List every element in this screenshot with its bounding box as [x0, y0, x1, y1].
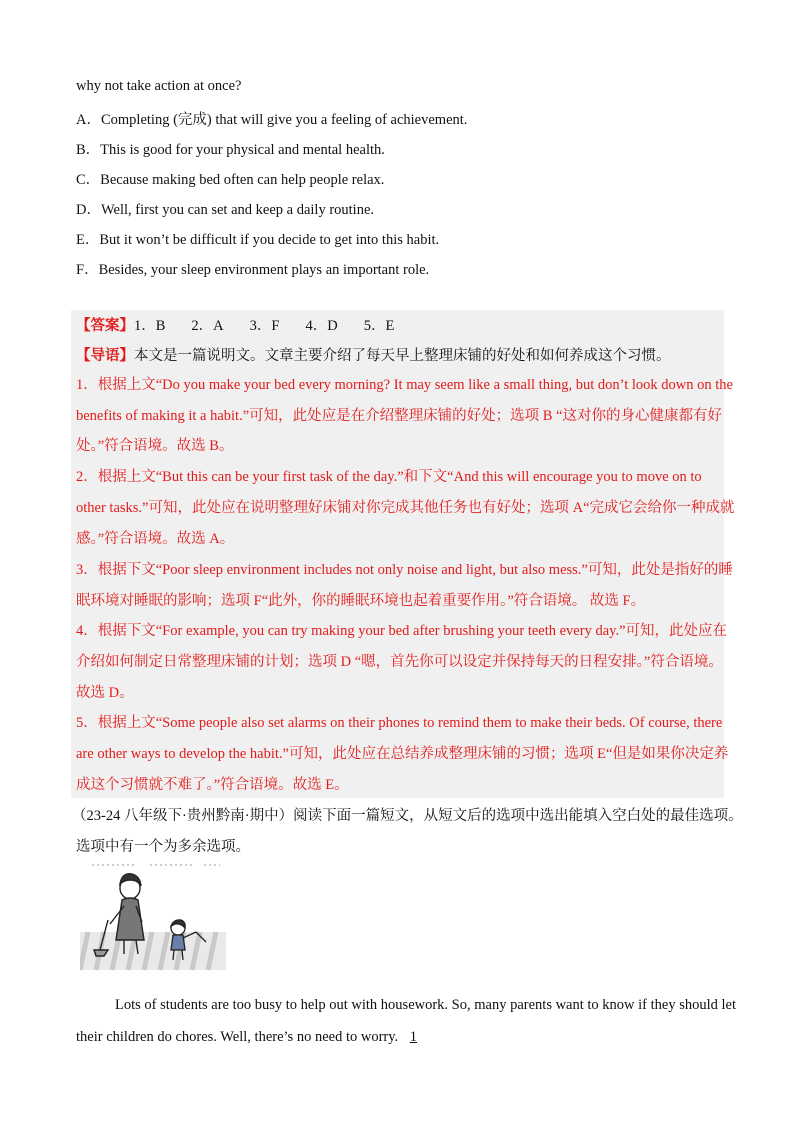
answer-item: 4．D — [305, 318, 338, 334]
explanation-line: 感。”符合语境。故选 A。 — [76, 531, 235, 547]
mother-and-child-sweeping-icon — [80, 862, 226, 972]
option-letter: C． — [76, 172, 101, 188]
answer-item: 1．B — [134, 318, 166, 334]
explanation-line: 4．根据下文“For example, you can try making your bed after brushing your teeth every day.”可知，此处应在 — [76, 623, 727, 639]
option-text: Well, first you can set and keep a daily routine. — [100, 202, 375, 218]
answer-header — [76, 314, 420, 335]
explanation-line: 5．根据上文“Some people also set alarms on their phones to remind them to make their beds. Of course, there — [76, 715, 723, 731]
option-letter: F． — [76, 262, 99, 278]
explanation-line: 介绍如何制定日常整理床铺的计划；选项 D “嗯，首先你可以设定并保持每天的日程安排。”符合语境。 — [76, 654, 723, 670]
blank-1: 1 — [409, 1029, 418, 1045]
option-letter: D． — [76, 202, 101, 218]
explanation-line: 2．根据上文“But this can be your first task of the day.”和下文“And this will encourage you to move on to — [76, 469, 702, 485]
explanation-line: 处。”符合语境。故选 B。 — [76, 438, 234, 454]
option-letter: A． — [76, 112, 101, 128]
passage-line-cont — [76, 1029, 425, 1046]
question-lead-line: why not take action at once? — [76, 78, 242, 94]
explanation-line: are other ways to develop the habit.”可知，此处应在总结养成整理床铺的习惯；选项 E“但是如果你决定养 — [76, 746, 729, 762]
explanation-line: 成这个习惯就不难了。”符合语境。故选 E。 — [76, 777, 349, 793]
answer-item: 5．E — [363, 318, 395, 334]
option-letter: E． — [76, 232, 100, 248]
option-f — [76, 258, 429, 279]
option-d — [76, 198, 374, 219]
guide-text: 本文是一篇说明文。文章主要介绍了每天早上整理床铺的好处和如何养成这个习惯。 — [134, 348, 671, 364]
explanation-line: other tasks.”可知，此处应在说明整理好床铺对你完成其他任务也有好处；选项 A“完成它会给你一种成就 — [76, 500, 735, 516]
option-text: But it won’t be difficult if you decide to get into this habit. — [99, 232, 440, 248]
guide-label: 【导语】 — [76, 348, 134, 364]
answer-item: 2．A — [191, 318, 224, 334]
answer-label: 【答案】 — [76, 318, 134, 334]
option-a — [76, 108, 467, 129]
explanation-line: 3．根据下文“Poor sleep environment includes not only noise and light, but also mess.”可知，此处是指好的睡 — [76, 562, 733, 578]
option-text: Besides, your sleep environment plays an important role. — [98, 262, 430, 278]
passage-text: their children do chores. Well, there’s no need to worry. — [76, 1029, 399, 1045]
explanation-line: 眠环境对睡眠的影响；选项 F“此外，你的睡眠环境也起着重要作用。”符合语境。 故选 F。 — [76, 593, 646, 609]
explanation-line: benefits of making it a habit.”可知，此处应是在介绍整理床铺的好处；选项 B “这对你的身心健康都有好 — [76, 408, 722, 424]
option-text: Completing (完成) that will give you a feeling of achievement. — [100, 112, 468, 128]
answer-item: 3．F — [249, 318, 280, 334]
next-question-intro: （23-24 八年级下·贵州黔南·期中）阅读下面一篇短文，从短文后的选项中选出能填入空白处的最佳选项。 — [72, 808, 743, 824]
guide-line — [76, 344, 671, 365]
next-question-intro-cont: 选项中有一个为多余选项。 — [76, 839, 250, 855]
option-c — [76, 168, 384, 189]
option-letter: B． — [76, 142, 101, 158]
option-text: This is good for your physical and mental health. — [100, 142, 385, 158]
option-b — [76, 138, 385, 159]
explanation-line: 1．根据上文“Do you make your bed every morning? It may seem like a small thing, but don’t look down on the — [76, 377, 733, 393]
passage-line: Lots of students are too busy to help out with housework. So, many parents want to know if they should let — [115, 997, 737, 1013]
explanation-line: 故选 D。 — [76, 685, 134, 701]
option-e — [76, 228, 439, 249]
option-text: Because making bed often can help people relax. — [100, 172, 385, 188]
